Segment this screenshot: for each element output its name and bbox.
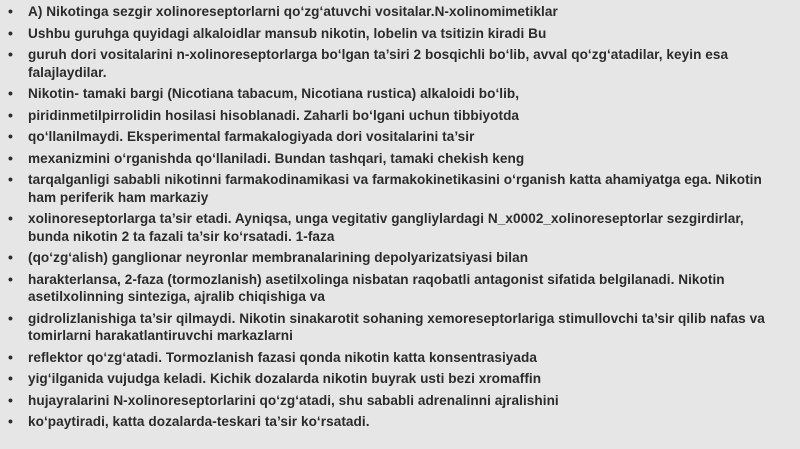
bullet-icon: •	[8, 149, 13, 166]
bullet-text: Nikotin- tamaki bargi (Nicotiana tabacum, Nicotiana rustica) alkaloidi bo‘lib,	[28, 86, 520, 101]
bullet-item	[6, 85, 788, 103]
bullet-item	[6, 310, 788, 345]
bullet-item	[6, 46, 788, 81]
bullet-item	[6, 271, 788, 306]
bullet-icon: •	[8, 270, 13, 287]
bullet-text: guruh dori vositalarini n-xolinoreseptorlarga bo‘lgan ta’siri 2 bosqichli bo‘lib, avval qo‘zg‘atadilar, keyin esa falajlaydilar.	[28, 47, 729, 80]
bullet-text: yig‘ilganida vujudga keladi. Kichik dozalarda nikotin buyrak usti bezi xromaffin	[28, 371, 542, 386]
bullet-icon: •	[8, 249, 13, 265]
bullet-item	[6, 249, 788, 267]
bullet-text: qo‘llanilmaydi. Eksperimental farmakalogiyada dori vositalarini ta’sir	[28, 129, 475, 144]
bullet-icon: •	[8, 171, 13, 187]
bullet-text: tarqalganligi sababli nikotinni farmakodinamikasi va farmakokinetikasini o‘rganish katta ahamiyatga ega. Nikotin ham periferik ham markaziy	[28, 172, 762, 205]
bullet-item	[6, 3, 788, 21]
bullet-item	[6, 349, 788, 367]
bullet-icon: •	[8, 370, 13, 386]
bullet-icon: •	[8, 348, 13, 365]
bullet-text: mexanizmini o‘rganishda qo‘llaniladi. Bundan tashqari, tamaki chekish keng	[28, 150, 525, 166]
bullet-item	[6, 25, 788, 43]
bullet-item	[6, 370, 788, 388]
bullet-item	[6, 107, 788, 125]
bullet-item	[6, 413, 788, 431]
bullet-icon: •	[8, 413, 13, 429]
bullet-item	[6, 392, 788, 410]
bullet-item	[6, 128, 788, 146]
bullet-icon: •	[8, 309, 13, 326]
bullet-text: A) Nikotinga sezgir xolinoreseptorlarni qo‘zg‘atuvchi vositalar.N-xolinomimetiklar	[28, 4, 558, 19]
bullet-text: (qo‘zg‘alish) ganglionar neyronlar membranalarining depolyarizatsiyasi bilan	[28, 250, 529, 265]
bullet-item	[6, 150, 788, 168]
bullet-icon: •	[8, 106, 13, 123]
bullet-icon: •	[8, 85, 13, 101]
bullet-item	[6, 171, 788, 206]
bullet-icon: •	[8, 128, 13, 144]
bullet-text: reflektor qo‘zg‘atadi. Tormozlanish fazasi qonda nikotin katta konsentrasiyada	[28, 349, 537, 365]
bullet-list	[6, 3, 788, 431]
bullet-text: Ushbu guruhga quyidagi alkaloidlar mansub nikotin, lobelin va tsitizin kiradi Bu	[28, 25, 547, 41]
bullet-icon: •	[8, 391, 13, 408]
bullet-text: hujayralarini N-xolinoreseptorlarini qo‘zg‘atadi, shu sababli adrenalinni ajralishini	[28, 392, 559, 408]
bullet-text: harakterlansa, 2-faza (tormozlanish) asetilxolinga nisbatan raqobatli antagonist sifatida belgilanadi. Nikotin asetilxolinning sinteziga, ajralib chiqishiga va	[28, 271, 725, 304]
bullet-icon: •	[8, 3, 13, 19]
bullet-icon: •	[8, 24, 13, 41]
bullet-text: piridinmetilpirrolidin hosilasi hisoblanadi. Zaharli bo‘lgani uchun tibbiyotda	[28, 107, 520, 123]
bullet-icon: •	[8, 46, 13, 62]
bullet-item	[6, 210, 788, 245]
bullet-text: gidrolizlanishiga ta’sir qilmaydi. Nikotin sinakarotit sohaning xemoreseptorlariga stimullovchi ta’sir qilib nafas va tomirlarni harakatlantiruvchi markazlarni	[28, 310, 765, 343]
bullet-text: xolinoreseptorlarga ta’sir etadi. Ayniqsa, unga vegitativ gangliylardagi N_x0002_xolinoreseptorlar sezgirdirlar, bunda nikotin 2 ta fazali ta’sir ko‘rsatadi. 1-faza	[28, 211, 744, 244]
bullet-icon: •	[8, 210, 13, 226]
bullet-text: ko‘paytiradi, katta dozalarda-teskari ta’sir ko‘rsatadi.	[28, 414, 370, 429]
